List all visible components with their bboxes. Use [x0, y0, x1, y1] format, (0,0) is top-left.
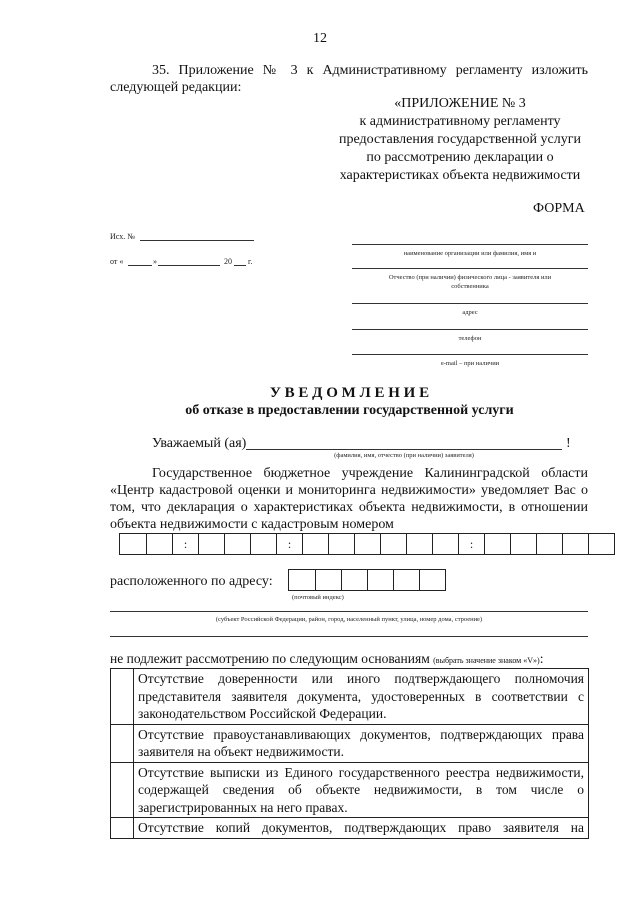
reason-3-line-2: содержащей сведения об объекте недвижимости, в том числе о: [138, 782, 584, 797]
date-day-field[interactable]: [128, 265, 152, 266]
cadastral-cell[interactable]: [380, 534, 406, 554]
reason-4-line-1: Отсутствие копий документов, подтверждающих право заявителя на: [138, 820, 584, 835]
postal-cell[interactable]: [367, 570, 393, 590]
cadastral-number-grid[interactable]: [119, 533, 615, 555]
reason-1-line-3: законодательством Российской Федерации.: [138, 706, 387, 721]
reason-3-line-3: зарегистрированных на него правах.: [138, 799, 348, 815]
body-line-1: Государственное бюджетное учреждение Калининградской области: [152, 466, 588, 481]
reason-row: [111, 669, 589, 725]
postal-cell[interactable]: [289, 570, 315, 590]
postal-cell[interactable]: [341, 570, 367, 590]
ref-number-label: Исх. №: [110, 232, 135, 241]
page-number: 12: [313, 31, 327, 46]
reason-1-line-1: Отсутствие доверенности или иного подтверждающего полномочия: [138, 671, 584, 686]
body-line-2: «Центр кадастровой оценки и мониторинга недвижимости» уведомляет Вас о: [110, 483, 588, 498]
cadastral-cell[interactable]: [250, 534, 276, 554]
cadastral-cell[interactable]: [146, 534, 172, 554]
reason-checkbox[interactable]: [111, 724, 134, 762]
reason-row: [111, 818, 589, 839]
cadastral-cell[interactable]: [562, 534, 588, 554]
postal-cell[interactable]: [315, 570, 341, 590]
cadastral-cell[interactable]: [120, 534, 146, 554]
reason-2-line-2: заявителя на объект недвижимости.: [138, 744, 345, 759]
address-field[interactable]: [110, 611, 588, 612]
date-year-prefix: 20: [224, 257, 232, 266]
recipient-email-field[interactable]: [352, 354, 588, 355]
reason-checkbox[interactable]: [111, 818, 134, 839]
salutation-name-field[interactable]: [246, 449, 562, 450]
reason-3-line-1: Отсутствие выписки из Единого государственного реестра недвижимости,: [138, 764, 584, 780]
reason-text: [134, 669, 589, 725]
postal-code-grid[interactable]: [288, 569, 446, 591]
recipient-patronymic-field[interactable]: [352, 268, 588, 269]
form-label: ФОРМА: [533, 201, 585, 216]
recipient-caption-email: e-mail – при наличии: [440, 360, 500, 367]
cadastral-cell[interactable]: [432, 534, 458, 554]
salutation-caption: (фамилия, имя, отчество (при наличии) заявителя): [334, 452, 474, 459]
recipient-caption-2: Отчество (при наличии) физического лица - заявителя или: [388, 274, 552, 281]
recipient-name-field[interactable]: [352, 244, 588, 245]
date-month-field[interactable]: [158, 265, 220, 266]
appendix-line-5: характеристиках объекта недвижимости: [339, 168, 581, 183]
reason-checkbox[interactable]: [111, 669, 134, 725]
cadastral-cell[interactable]: :: [172, 534, 198, 554]
recipient-address-field[interactable]: [352, 303, 588, 304]
reason-1-line-2: представителя заявителя документа, удостоверенных в соответствии с: [138, 688, 584, 704]
reason-row: [111, 724, 589, 762]
cadastral-cell[interactable]: :: [458, 534, 484, 554]
ref-number-field[interactable]: [140, 240, 254, 241]
cadastral-cell[interactable]: [510, 534, 536, 554]
date-year-field[interactable]: [234, 265, 246, 266]
date-from-label: от «: [110, 257, 124, 266]
body-line-4: объекта недвижимости с кадастровым номером: [110, 517, 394, 532]
cadastral-cell[interactable]: :: [276, 534, 302, 554]
recipient-phone-field[interactable]: [352, 329, 588, 330]
postal-cell[interactable]: [393, 570, 419, 590]
appendix-line-2: к административному регламенту: [359, 114, 561, 129]
appendix-line-4: по рассмотрению декларации о: [366, 150, 554, 165]
reason-text: [134, 762, 589, 818]
appendix-line-3: предоставления государственной услуги: [339, 132, 581, 147]
notice-title: У В Е Д О М Л Е Н И Е: [269, 385, 430, 401]
postal-caption: (почтовый индекс): [292, 594, 344, 601]
cadastral-cell[interactable]: [328, 534, 354, 554]
intro-line-2: следующей редакции:: [110, 80, 242, 95]
reasons-intro-colon: :: [539, 651, 544, 666]
notice-subtitle: об отказе в предоставлении государственной услуги: [185, 403, 514, 418]
reason-row: [111, 762, 589, 818]
cadastral-cell[interactable]: [406, 534, 432, 554]
reason-2-line-1: Отсутствие правоустанавливающих документов, подтверждающих права: [138, 726, 584, 742]
intro-line-1: 35. Приложение № 3 к Административному регламенту изложить: [152, 63, 588, 78]
reasons-intro: [110, 650, 589, 669]
recipient-caption-2b: собственника: [451, 283, 489, 290]
reason-text: [134, 724, 589, 762]
address-subject-caption: (субъект Российской Федерации, район, город, населенный пункт, улица, номер дома, строение): [215, 616, 483, 623]
reasons-table: [110, 668, 589, 839]
date-g-label: г.: [248, 257, 253, 266]
address-field-2[interactable]: [110, 636, 588, 637]
recipient-caption-address: адрес: [462, 309, 478, 316]
salutation-exclamation: !: [566, 436, 571, 451]
recipient-caption-phone: телефон: [458, 335, 482, 342]
reason-checkbox[interactable]: [111, 762, 134, 818]
cadastral-cell[interactable]: [224, 534, 250, 554]
date-quote: »: [153, 257, 157, 266]
reason-text: [134, 818, 589, 839]
address-label: расположенного по адресу:: [110, 574, 273, 589]
reasons-intro-hint: (выбрать значение знаком «V»): [433, 656, 540, 665]
cadastral-cell[interactable]: [354, 534, 380, 554]
appendix-title: «ПРИЛОЖЕНИЕ № 3: [394, 96, 526, 111]
recipient-caption-1: наименование организации или фамилия, имя и: [403, 250, 537, 257]
cadastral-cell[interactable]: [536, 534, 562, 554]
body-line-3: том, что декларация о характеристиках объекта недвижимости, в отношении: [110, 500, 588, 515]
cadastral-cell[interactable]: [198, 534, 224, 554]
salutation-text: Уважаемый (ая): [152, 436, 247, 451]
cadastral-cell[interactable]: [302, 534, 328, 554]
cadastral-cell[interactable]: [588, 534, 614, 554]
postal-cell[interactable]: [419, 570, 445, 590]
reasons-intro-text: не подлежит рассмотрению по следующим основаниям: [110, 651, 430, 666]
cadastral-cell[interactable]: [484, 534, 510, 554]
